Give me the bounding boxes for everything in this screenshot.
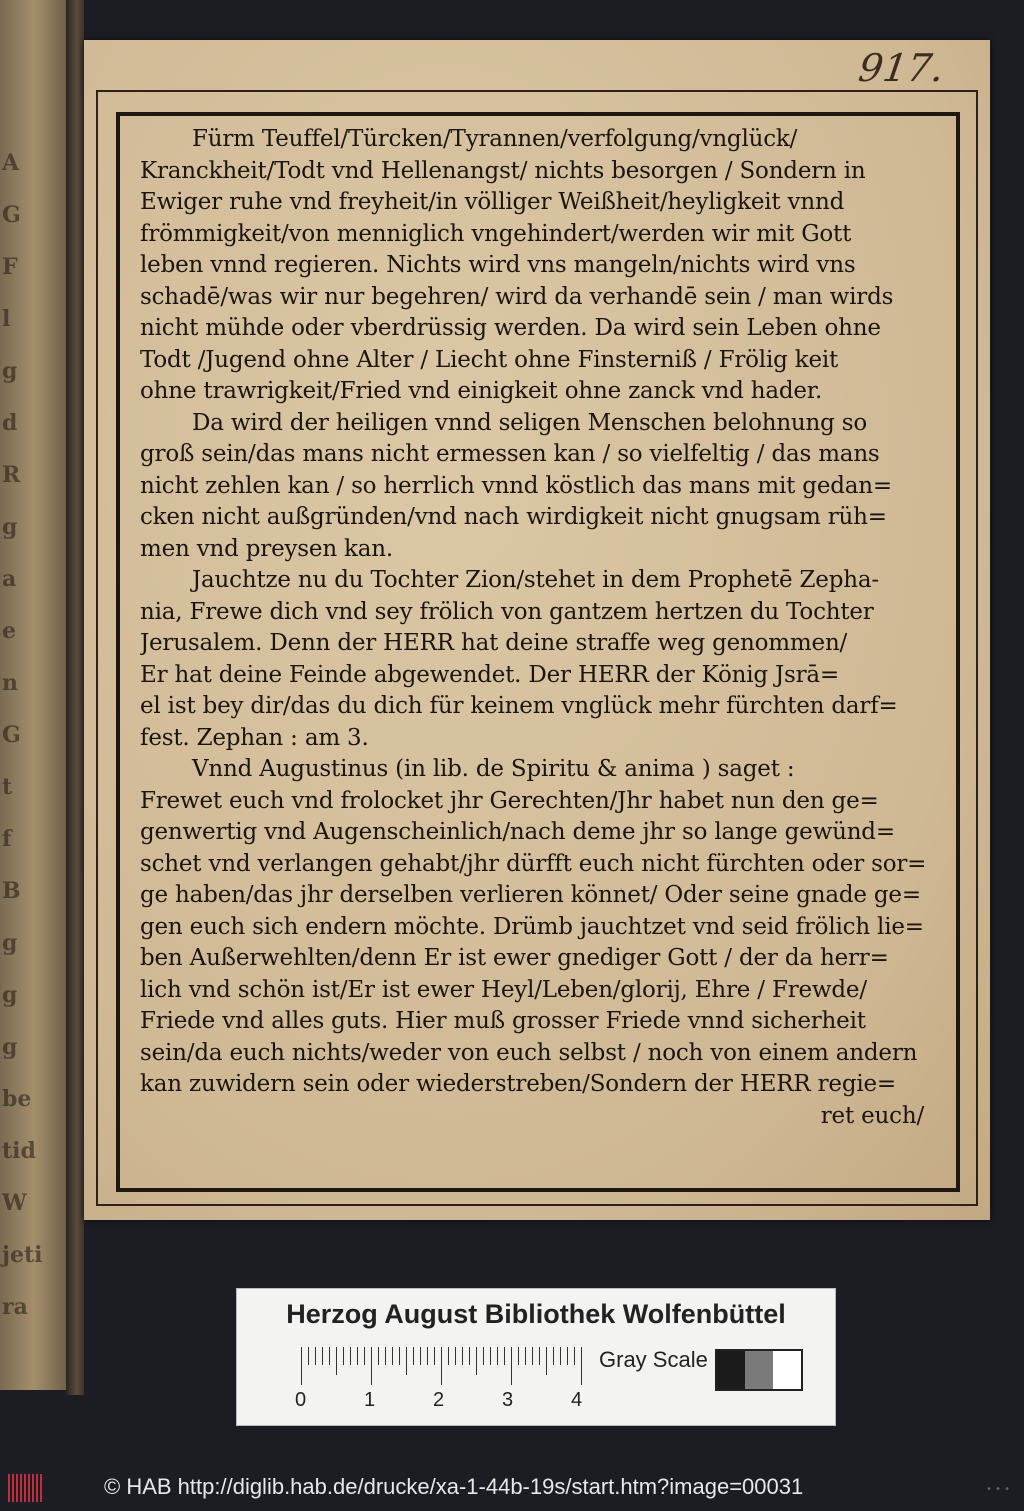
ruler-tick (329, 1347, 330, 1365)
previous-page-text (2, 150, 62, 1346)
previous-page-glyph: G (2, 722, 21, 748)
folio-number: 917. (856, 46, 948, 90)
ruler-tick (371, 1347, 372, 1385)
previous-page-glyph: e (2, 618, 16, 644)
text-line: Kranckheit/Todt vnd Hellenangst/ nichts besorgen / Sondern in (140, 157, 866, 184)
gray-swatch (745, 1351, 773, 1389)
ruler-tick (357, 1347, 358, 1365)
text-line: kan zuwidern sein oder wiederstreben/Sondern der HERR regie= (140, 1071, 896, 1097)
ruler-tick (581, 1347, 582, 1385)
ruler-tick (385, 1347, 386, 1365)
ruler-tick (518, 1347, 519, 1365)
ruler-tick (574, 1347, 575, 1365)
previous-page-glyph: t (2, 774, 13, 800)
ruler-tick (343, 1347, 344, 1365)
text-line: frömmigkeit/von menniglich vngehindert/werden wir mit Gott (140, 220, 852, 247)
ruler-tick (448, 1347, 449, 1365)
previous-page-glyph: F (2, 254, 18, 280)
ruler-tick (420, 1347, 421, 1365)
ruler-tick (427, 1347, 428, 1365)
text-line: Da wird der heiligen vnnd seligen Menschen belohnung so (192, 409, 868, 436)
gray-swatch (773, 1351, 801, 1389)
ruler-tick (504, 1347, 505, 1365)
centimeter-ruler (301, 1347, 581, 1385)
ruler-number: 3 (502, 1389, 514, 1411)
ruler-tick (567, 1347, 568, 1365)
viewer-footer (0, 1466, 1024, 1511)
previous-page-glyph: g (2, 930, 18, 956)
text-line: nia, Frewe dich vnd sey frölich von gantzem hertzen du Tochter (140, 598, 874, 625)
text-line: nicht zehlen kan / so herrlich vnnd köstlich das mans mit gedan= (140, 472, 892, 499)
ruler-tick (455, 1347, 456, 1365)
ruler-tick (441, 1347, 442, 1385)
previous-page-glyph: d (2, 410, 18, 436)
text-line: Jauchtze nu du Tochter Zion/stehet in dem Prophetē Zepha- (192, 567, 879, 593)
previous-page-glyph: g (2, 1034, 18, 1060)
previous-page-glyph: B (2, 878, 21, 904)
text-line: ge haben/das jhr derselben verlieren könnet/ Oder seine gnade ge= (140, 882, 921, 908)
ruler-number: 4 (571, 1389, 583, 1411)
ruler-tick (539, 1347, 540, 1365)
ruler-tick (364, 1347, 365, 1365)
ruler-tick (434, 1347, 435, 1365)
text-line: schet vnd verlangen gehabt/jhr dürfft euch nicht fürchten oder sor= (140, 850, 927, 877)
previous-page-glyph: n (2, 670, 18, 696)
ruler-tick (350, 1347, 351, 1365)
ruler-tick (462, 1347, 463, 1365)
text-line: Todt /Jugend ohne Alter / Liecht ohne Finsterniß / Frölig keit (140, 346, 839, 373)
ruler-tick (413, 1347, 414, 1365)
ruler-tick (497, 1347, 498, 1365)
book-page (84, 40, 990, 1220)
library-name: Herzog August Bibliothek Wolfenbüttel (286, 1299, 786, 1329)
ruler-tick (378, 1347, 379, 1365)
previous-page-glyph: be (2, 1086, 32, 1112)
gray-scale-swatches (715, 1349, 803, 1391)
previous-page-glyph: R (2, 462, 21, 488)
ruler-tick (406, 1347, 407, 1375)
ruler-tick (490, 1347, 491, 1365)
text-line: cken nicht außgründen/vnd nach wirdigkeit nicht gnugsam rüh= (140, 504, 887, 530)
ruler-number: 0 (295, 1389, 307, 1411)
previous-page-glyph: tid (2, 1138, 36, 1164)
text-line: schadē/was wir nur begehren/ wird da verhandē sein / man wirds (140, 283, 894, 310)
text-line: genwertig vnd Augenscheinlich/nach deme jhr so lange gewünd= (140, 819, 895, 845)
text-line: gen euch sich endern möchte. Drümb jauchtzet vnd seid frölich lie= (140, 913, 924, 940)
ruler-tick (553, 1347, 554, 1365)
ruler-tick (392, 1347, 393, 1365)
text-line: Frewet euch vnd frolocket jhr Gerechten/Jhr habet nun den ge= (140, 787, 879, 814)
ruler-tick (322, 1347, 323, 1365)
ruler-tick (546, 1347, 547, 1375)
text-line: el ist bey dir/das du dich für keinem vnglück mehr fürchten darf= (140, 693, 898, 719)
text-line: Jerusalem. Denn der HERR hat deine straffe weg genommen/ (140, 630, 848, 656)
ruler-number: 2 (433, 1389, 445, 1411)
ruler-number: 1 (364, 1389, 376, 1411)
source-url-credit[interactable]: © HAB http://diglib.hab.de/drucke/xa-1-44b-19s/start.htm?image=00031 (104, 1474, 804, 1499)
text-line: sein/da euch nichts/weder von euch selbst / noch von einem andern (140, 1039, 918, 1066)
previous-page-glyph: ra (2, 1294, 28, 1320)
text-line: Ewiger ruhe vnd freyheit/in völliger Weißheit/heyligkeit vnnd (140, 189, 845, 215)
more-icon[interactable]: • • • (985, 1484, 1010, 1495)
text-line: Er hat deine Feinde abgewendet. Der HERR der König Jsrā= (140, 661, 840, 688)
hab-logo-icon (8, 1474, 44, 1502)
previous-page-glyph: jeti (2, 1242, 43, 1268)
ruler-tick (336, 1347, 337, 1375)
text-line: ret euch/ (820, 1102, 924, 1129)
text-line: groß sein/das mans nicht ermessen kan / so vielfeltig / das mans (140, 441, 880, 467)
previous-page-glyph: l (2, 306, 11, 332)
ruler-tick (315, 1347, 316, 1365)
library-color-scale-label (236, 1288, 836, 1426)
ruler-tick (532, 1347, 533, 1365)
text-line: Friede vnd alles guts. Hier muß grosser Friede vnnd sicherheit (140, 1008, 866, 1034)
text-line: leben vnnd regieren. Nichts wird vns mangeln/nichts wird vns (140, 252, 856, 278)
ruler-tick (399, 1347, 400, 1365)
previous-page-glyph: A (2, 150, 20, 176)
text-line: lich vnd schön ist/Er ist ewer Heyl/Leben/glorij, Ehre / Frewde/ (140, 976, 867, 1003)
ruler-tick (525, 1347, 526, 1365)
text-line: Vnnd Augustinus (in lib. de Spiritu & anima ) saget : (192, 756, 795, 782)
previous-page-glyph: g (2, 982, 18, 1008)
previous-page-glyph: a (2, 566, 17, 592)
previous-page-edge (0, 0, 68, 1390)
ruler-tick (308, 1347, 309, 1365)
text-line: ben Außerwehlten/denn Er ist ewer gnediger Gott / der da herr= (140, 945, 889, 971)
previous-page-glyph: G (2, 202, 21, 228)
text-line: fest. Zephan : am 3. (140, 724, 369, 751)
ruler-tick (560, 1347, 561, 1365)
gray-scale-label: Gray Scale (599, 1347, 708, 1372)
gray-swatch (717, 1351, 745, 1389)
text-line: ohne trawrigkeit/Fried vnd einigkeit ohne zanck vnd hader. (140, 378, 823, 404)
text-line: Fürm Teuffel/Türcken/Tyrannen/verfolgung/vnglück/ (192, 126, 798, 152)
ruler-tick (476, 1347, 477, 1375)
ruler-tick (483, 1347, 484, 1365)
text-line: men vnd preysen kan. (140, 535, 394, 562)
previous-page-glyph: g (2, 514, 18, 540)
book-gutter (66, 0, 84, 1395)
ruler-tick (301, 1347, 302, 1385)
ruler-tick (469, 1347, 470, 1365)
page-text-block (140, 124, 930, 1132)
ruler-tick (511, 1347, 512, 1385)
text-line: nicht mühde oder vberdrüssig werden. Da wird sein Leben ohne (140, 315, 881, 341)
previous-page-glyph: g (2, 358, 18, 384)
previous-page-glyph: f (2, 826, 12, 852)
previous-page-glyph: W (2, 1190, 27, 1216)
